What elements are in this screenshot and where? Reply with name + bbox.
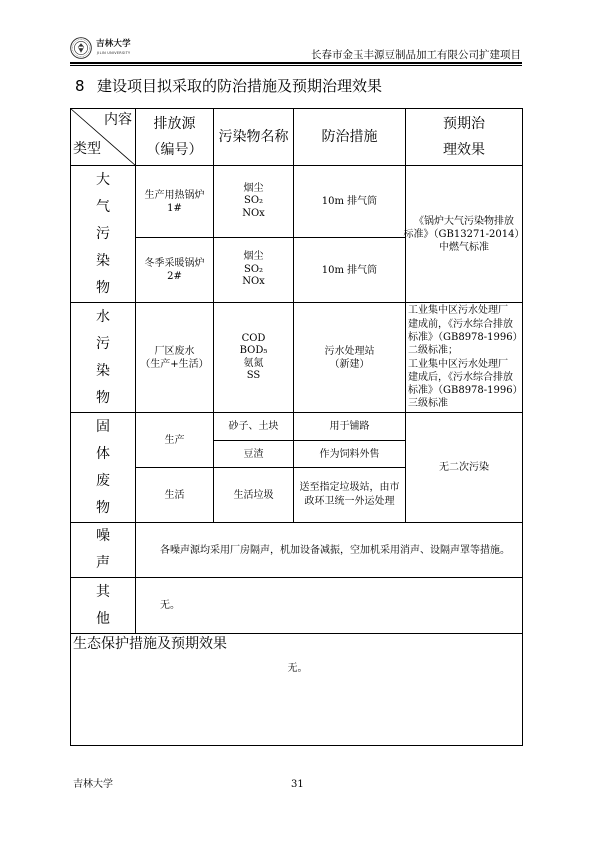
air-row2-source-cell xyxy=(135,237,214,303)
header-source-cell xyxy=(135,108,214,166)
air-effect-line: 中燃气标准 xyxy=(439,241,489,253)
solid-item3-measure-line: 送至指定垃圾站，由市 xyxy=(299,482,400,493)
header-source-line: （编号） xyxy=(146,142,203,158)
water-type-label: 水污染物 xyxy=(96,308,110,406)
air-row1-source-line: 生产用热锅炉 xyxy=(144,189,205,201)
header-rule xyxy=(70,62,522,64)
water-effect-line: 工业集中区污水处理厂 xyxy=(408,358,508,370)
other-type-label: 其他 xyxy=(96,583,110,627)
air-row1-pollutant: SO₂ xyxy=(243,195,264,207)
water-effect-cell xyxy=(405,302,523,413)
solid-production-source-cell xyxy=(135,412,214,468)
water-measure-line: （新建） xyxy=(329,358,370,370)
air-row1-pollutant-cell xyxy=(213,165,294,238)
section-number: 8 xyxy=(75,77,85,95)
air-row2-pollutant: 烟尘 xyxy=(243,251,264,263)
solid-item3-measure-line: 政环卫统一外运处理 xyxy=(304,496,395,507)
solid-item1-measure-cell xyxy=(293,412,406,441)
solid-item1-measure: 用于铺路 xyxy=(329,421,370,432)
air-row1-pollutant: NOx xyxy=(242,207,265,219)
air-row2-pollutant: NOx xyxy=(242,276,265,288)
solid-production-source: 生产 xyxy=(164,434,185,446)
noise-type-label: 噪声 xyxy=(96,528,110,571)
university-logo xyxy=(70,37,134,59)
other-measure: 无。 xyxy=(160,600,180,611)
water-effect-line: 建成前，《污水综合排放 xyxy=(408,318,513,330)
solid-item3-measure-cell xyxy=(293,467,406,523)
header-corner-cell xyxy=(70,108,136,166)
solid-domestic-source-cell xyxy=(135,467,214,523)
noise-measure-cell xyxy=(135,522,523,578)
footer-institution: 吉林大学 xyxy=(73,779,113,790)
header-effect-line: 理效果 xyxy=(443,142,485,158)
solid-effect-cell xyxy=(405,412,523,523)
header-effect-cell xyxy=(405,108,523,166)
header-content-label: 内容 xyxy=(104,112,132,128)
air-effect-line: 标准》（GB13271-2014） xyxy=(403,228,525,240)
water-pollutant: SS xyxy=(246,369,261,381)
water-effect-line: 标准》（GB8978-1996） xyxy=(408,385,523,397)
air-row1-measure-cell xyxy=(293,165,406,238)
air-row1-source-line: 1# xyxy=(167,202,182,214)
other-measure-cell xyxy=(135,577,523,634)
solid-domestic-source: 生活 xyxy=(164,489,185,501)
header-measure-cell xyxy=(293,108,406,166)
water-effect-line: 标准》（GB8978-1996） xyxy=(408,331,523,343)
project-title: 长春市金玉丰源豆制品加工有限公司扩建项目 xyxy=(311,49,521,61)
section-heading xyxy=(75,78,382,94)
solid-effect: 无二次污染 xyxy=(439,462,489,473)
header-effect-line: 预期治 xyxy=(443,116,485,132)
header-rule-thin xyxy=(70,65,522,66)
noise-type-cell xyxy=(70,522,136,578)
water-source-cell xyxy=(135,302,214,413)
header-pollutant-label: 污染物名称 xyxy=(218,129,289,145)
page-number: 31 xyxy=(291,779,304,790)
header-source-line: 排放源 xyxy=(153,116,196,132)
water-pollutant: COD xyxy=(241,332,266,344)
water-effect-line: 工业集中区污水处理厂 xyxy=(408,305,508,317)
water-pollutant: 氨氮 xyxy=(243,357,264,369)
solid-item3-pollutant: 生活垃圾 xyxy=(233,489,274,501)
ecology-cell xyxy=(70,633,523,746)
header-measure-label: 防治措施 xyxy=(321,129,378,145)
water-source-line: （生产+生活） xyxy=(140,358,209,370)
water-effect-line: 二级标准； xyxy=(408,345,458,357)
logo-subtitle: JILIN UNIVERSITY xyxy=(97,51,131,55)
air-type-cell xyxy=(70,165,136,303)
ecology-label: 生态保护措施及预期效果 xyxy=(73,636,227,652)
solid-item2-pollutant-cell xyxy=(213,440,294,468)
air-row1-source-cell xyxy=(135,165,214,238)
solid-item1-pollutant-cell xyxy=(213,412,294,441)
water-effect-line: 建成后，《污水综合排放 xyxy=(408,371,513,383)
logo-wordmark: 吉林大学 xyxy=(96,39,131,49)
air-row2-measure: 10m 排气筒 xyxy=(321,264,378,276)
air-row1-measure: 10m 排气筒 xyxy=(321,196,378,207)
solid-item2-measure-cell xyxy=(293,440,406,468)
water-source-line: 厂区废水 xyxy=(154,345,195,357)
water-measure-line: 污水处理站 xyxy=(324,345,375,357)
water-effect-line: 三级标准 xyxy=(408,398,448,410)
solid-item2-pollutant: 豆渣 xyxy=(243,448,264,460)
air-row2-source-line: 冬季采暖锅炉 xyxy=(144,258,205,269)
header-pollutant-cell xyxy=(213,108,294,166)
solid-item2-measure: 作为饲料外售 xyxy=(319,448,380,460)
solid-type-label: 固体废物 xyxy=(96,418,110,516)
university-seal-icon xyxy=(70,37,92,59)
other-type-cell xyxy=(70,577,136,634)
air-row2-pollutant-cell xyxy=(213,237,294,303)
water-pollutant-cell xyxy=(213,302,294,413)
air-effect-line: 《锅炉大气污染物排放 xyxy=(414,215,514,227)
header-type-label: 类型 xyxy=(73,141,101,157)
water-type-cell xyxy=(70,302,136,413)
air-row2-measure-cell xyxy=(293,237,406,303)
air-type-label: 大气污染物 xyxy=(96,171,110,296)
air-row1-pollutant: 烟尘 xyxy=(243,182,264,194)
water-measure-cell xyxy=(293,302,406,413)
solid-item3-pollutant-cell xyxy=(213,467,294,523)
section-title-text: 建设项目拟采取的防治措施及预期治理效果 xyxy=(97,77,383,95)
air-row2-pollutant: SO₂ xyxy=(243,263,264,275)
air-effect-cell xyxy=(405,165,523,303)
water-pollutant: BOD₅ xyxy=(239,345,268,357)
air-row2-source-line: 2# xyxy=(167,271,182,282)
solid-type-cell xyxy=(70,412,136,523)
measures-table xyxy=(70,108,523,746)
ecology-text: 无。 xyxy=(287,663,308,674)
noise-measure: 各噪声源均采用厂房隔声，机加设备减振，空加机采用消声、设隔声罩等措施。 xyxy=(160,544,510,556)
solid-item1-pollutant: 砂子、土块 xyxy=(228,421,279,432)
